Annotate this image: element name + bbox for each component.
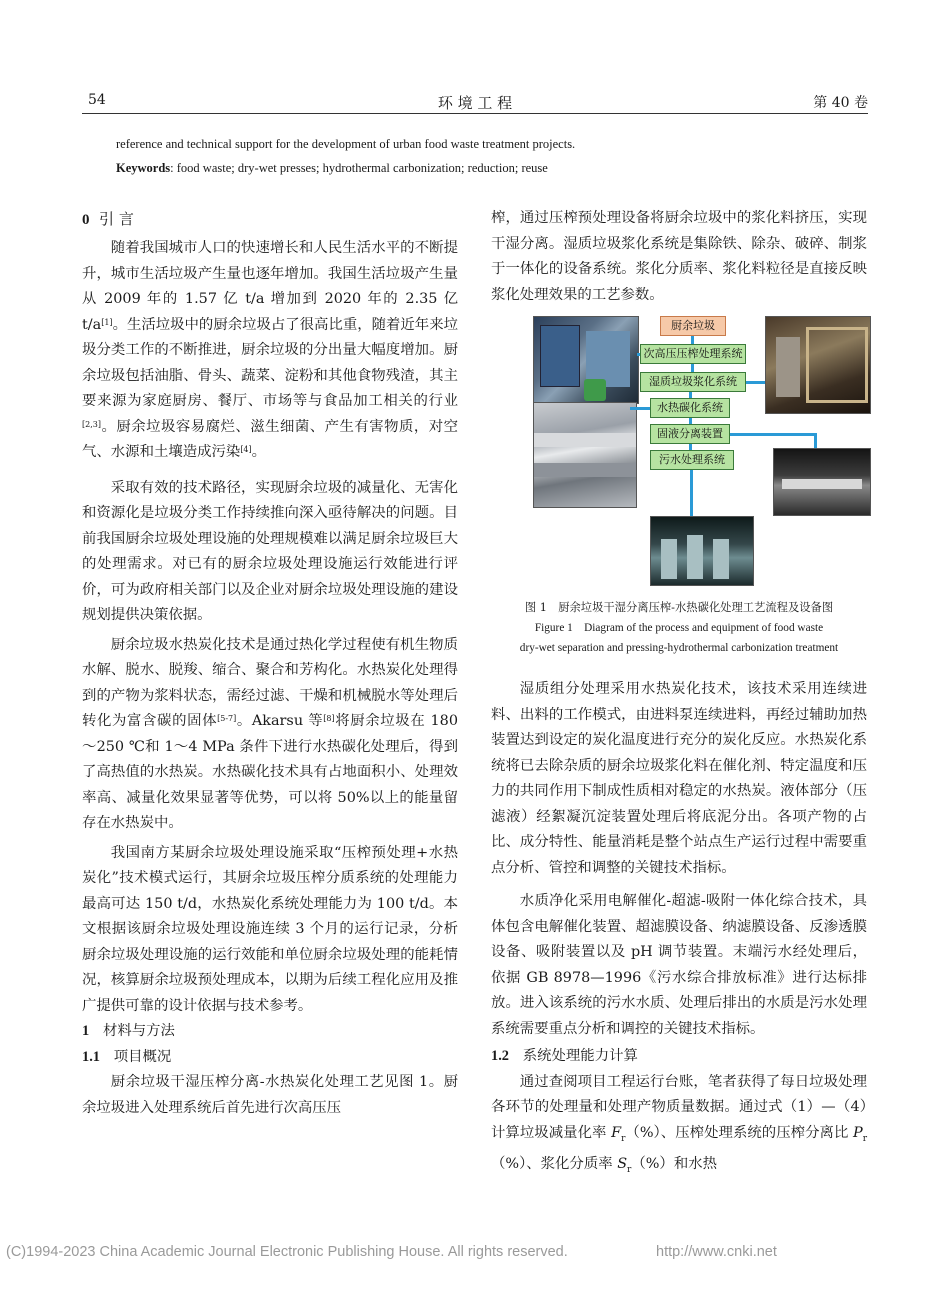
abstract-tail: reference and technical support for the development of urban food waste treatment projects. <box>116 137 576 151</box>
wastewater-equipment-photo <box>650 516 754 586</box>
journal-name: 环 境 工 程 <box>437 94 513 112</box>
flow-box-food-waste: 厨余垃圾 <box>660 316 726 336</box>
flow-arrow <box>730 433 815 436</box>
keywords-text: : food waste; dry-wet presses; hydrothermal carbonization; reduction; reuse <box>170 161 548 175</box>
figure-caption-en-1: Figure 1 Diagram of the process and equipment of food waste <box>534 622 824 634</box>
flow-arrow <box>814 433 817 448</box>
press-equipment-photo <box>533 316 639 404</box>
left-column <box>82 206 458 1121</box>
flow-arrow <box>690 470 693 516</box>
paragraph-capacity-calc: 通过查阅项目工程运行台账，笔者获得了每日垃圾处理各环节的处理量和处理产物质量数据。通过式（1）—（4）计算垃圾减量化率 $F_r(\%)$、压榨处理系统的压榨分离比 $P_r(\%)$、浆化分质率 $S_r(\%)$和水热 <box>491 1073 867 1175</box>
flow-arrow <box>689 444 692 450</box>
flow-arrow <box>691 336 694 344</box>
figure-caption-en-2: dry-wet separation and pressing-hydrothermal carbonization treatment <box>519 642 839 654</box>
section-0-heading: 0 引 言 <box>82 210 134 228</box>
flow-arrow <box>689 392 692 398</box>
paragraph-hydrothermal: 湿质组分处理采用水热炭化技术，该技术采用连续进料、出料的工作模式，由进料泵连续进料，再经过辅助加热装置达到设定的炭化温度进行充分的炭化反应。水热炭化系统将已去除杂质的厨余垃圾浆化料在催化剂、特定温度和压力的共同作用下制成性质相对稳定的水热炭。液体部分（压滤液）经絮凝沉淀装置处理后将底泥分出。各项产物的占比、成分特性、能量消耗是整个站点生产运行过程中需要重点分析、管控和调整的关键技术指标。 <box>491 681 867 876</box>
paragraph-intro-2: 采取有效的技术路径，实现厨余垃圾的减量化、无害化和资源化是垃圾分类工作持续推向深入亟待解决的问题。目前我国厨余垃圾处理设施的处理规模难以满足厨余垃圾巨大的处理需求。对已有的厨余垃圾处理设施运行效能进行评价，可为政府相关部门以及企业对厨余垃圾处理设施的建设规划提供决策依据。 <box>82 479 458 623</box>
flow-box-slurry-system: 湿质垃圾浆化系统 <box>640 372 746 392</box>
page-number: 54 <box>88 92 106 108</box>
paragraph-water-purification: 水质净化采用电解催化-超滤-吸附一体化综合技术，具体包含电解催化装置、超滤膜设备、纳滤膜设备、反渗透膜设备、吸附装置以及 pH 调节装置。末端污水经处理后，依据 GB 8978—1996《污水综合排放标准》进行达标排放。进入该系统的污水水质、处理后排出的水质是污水处理系统需要重点分析和调控的关键技术指标。 <box>491 893 867 1037</box>
section-1-heading: 1 材料与方法 <box>82 1023 175 1039</box>
copyright-footer: (C)1994-2023 China Academic Journal Electronic Publishing House. All rights reserved. <box>6 1244 568 1260</box>
flow-box-press-system: 次高压压榨处理系统 <box>640 344 746 364</box>
figure-caption-cn: 图 1 厨余垃圾干湿分离压榨-水热碳化处理工艺流程及设备图 <box>524 601 834 614</box>
paragraph-project-overview: 厨余垃圾干湿压榨分离-水热炭化处理工艺见图 1。厨余垃圾进入处理系统后首先进行次高压压 <box>82 1074 458 1116</box>
paragraph-intro-4: 我国南方某厨余垃圾处理设施采取“压榨预处理+水热炭化”技术模式运行，其厨余垃圾压榨分质系统的处理能力最高可达 150 t/d，水热炭化系统处理能力为 100 t/d。本文根据该厨余垃圾处理设施连续 3 个月的运行记录，分析厨余垃圾处理设施的运行效能和单位厨余垃圾处理的能耗情况，核算厨余垃圾预处理成本，以期为后续工程化应用及推广提供可靠的设计依据与技术参考。 <box>82 844 458 1014</box>
carbonization-equipment-photo <box>533 402 637 508</box>
flow-arrow <box>691 364 694 372</box>
separation-equipment-photo <box>773 448 871 516</box>
section-1-2-heading: 1.2 系统处理能力计算 <box>491 1048 638 1064</box>
keywords-label: Keywords <box>116 161 171 175</box>
right-column-top <box>491 206 867 308</box>
cnki-url[interactable]: http://www.cnki.net <box>656 1244 777 1260</box>
volume-label: 第 40 卷 <box>813 95 868 111</box>
keywords-line <box>116 157 548 179</box>
section-1-1-heading: 1.1 项目概况 <box>82 1048 172 1065</box>
flow-box-solid-liquid-separation: 固液分离装置 <box>650 424 730 444</box>
paragraph-intro-1: 随着我国城市人口的快速增长和人民生活水平的不断提升，城市生活垃圾产生量也逐年增加。我国生活垃圾产生量从 2009 年的 1.57 亿 t/a 增加到 2020 年的 2.35 亿 t/a[1]。生活垃圾中的厨余垃圾占了很高比重，随着近年来垃圾分类工作的不断推进，厨余垃圾的分出量大幅度增加。厨余垃圾包括油脂、骨头、蔬菜、淀粉和其他食物残渣，其主要来源为家庭厨房、餐厅、市场等与食品加工相关的行业[2,3]。厨余垃圾容易腐烂、滋生细菌、产生有害物质，对空气、水源和土壤造成污染[4]。 <box>82 240 458 460</box>
flow-box-carbonization-system: 水热碳化系统 <box>650 398 730 418</box>
flow-arrow <box>637 353 640 356</box>
right-column-bottom <box>491 677 867 1183</box>
header-rule <box>82 113 868 114</box>
flow-box-wastewater-system: 污水处理系统 <box>650 450 734 470</box>
flow-arrow <box>746 381 765 384</box>
flow-arrow <box>630 407 650 410</box>
slurry-equipment-photo <box>765 316 871 414</box>
flow-arrow <box>689 418 692 424</box>
paragraph-press: 榨，通过压榨预处理设备将厨余垃圾中的浆化料挤压，实现干湿分离。湿质垃圾浆化系统是集除铁、除杂、破碎、制浆于一体化的设备系统。浆化分质率、浆化料粒径是直接反映浆化处理效果的工艺参数。 <box>491 210 867 303</box>
paragraph-intro-3: 厨余垃圾水热炭化技术是通过热化学过程使有机生物质水解、脱水、脱羧、缩合、聚合和芳构化。水热炭化处理得到的产物为浆料状态，需经过滤、干燥和机械脱水等处理后转化为富含碳的固体[5-7]。Akarsu 等[8]将厨余垃圾在 180～250 ℃和 1～4 MPa 条件下进行水热碳化处理后，得到了高热值的水热炭。水热碳化技术具有占地面积小、处理效率高、减量化效果显著等优势，可以将 50%以上的能量留存在水热炭中。 <box>82 636 458 831</box>
